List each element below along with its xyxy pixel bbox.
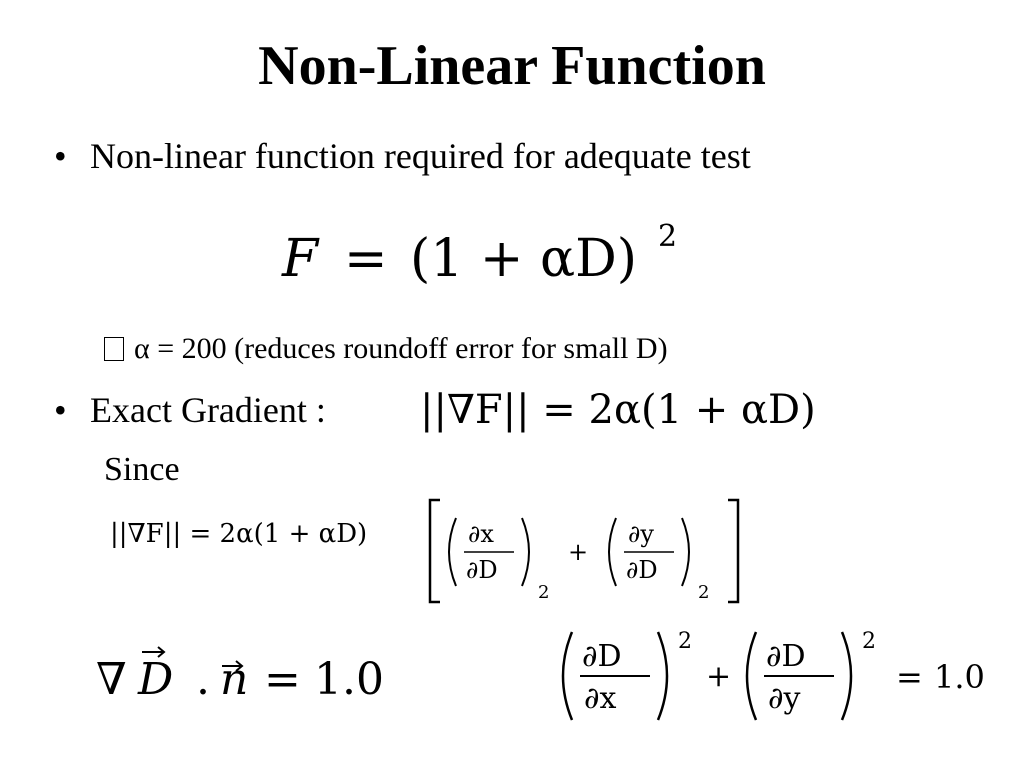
eq-f-exponent: 2 <box>658 219 678 254</box>
flipped-term2-num: ∂y <box>628 520 654 548</box>
bracket-right <box>728 500 738 602</box>
bullet-dot: • <box>54 390 67 430</box>
partial-exp1: 2 <box>678 629 692 654</box>
eq-normal-grad: ∇ <box>96 654 127 705</box>
bullet-label: Exact Gradient : <box>90 390 326 430</box>
equation-normal <box>92 636 402 716</box>
bullet-exact-gradient <box>54 388 326 432</box>
paren-2-right <box>682 518 689 586</box>
bullet-non-linear <box>54 134 751 178</box>
flipped-equation-image <box>100 494 760 610</box>
since-label: Since <box>104 451 180 488</box>
sub-bullet-text: α = 200 (reduces roundoff error for small D) <box>134 332 668 365</box>
flipped-plus: + <box>568 538 589 566</box>
paren-2-left <box>609 518 616 586</box>
equation-f <box>280 210 700 300</box>
eq-normal-d: D <box>138 654 174 705</box>
flipped-term1-num: ∂x <box>468 520 494 548</box>
flipped-exp1: 2 <box>538 582 550 603</box>
flipped-term1-den: ∂D <box>466 556 498 584</box>
paren-right <box>842 632 851 720</box>
missing-glyph-box-icon <box>104 337 124 361</box>
equation-partial <box>556 614 996 732</box>
eq-f-equals: = <box>344 229 388 289</box>
sub-bullet-alpha <box>104 330 668 368</box>
partial-value: 1.0 <box>934 658 985 696</box>
bullet-dot: • <box>54 136 67 176</box>
partial-equals: = <box>896 658 923 696</box>
eq-normal-dot: . <box>196 654 210 705</box>
paren-left <box>563 632 572 720</box>
slide-title: Non-Linear Function <box>258 35 766 97</box>
partial-exp2: 2 <box>862 629 876 654</box>
flipped-term2-den: ∂D <box>626 556 658 584</box>
eq-normal-value: 1.0 <box>314 654 384 705</box>
partial-den2: ∂y <box>768 681 801 716</box>
flipped-lhs: ||∇F|| = 2α(1 + αD) <box>110 519 368 549</box>
bracket-left <box>430 500 440 602</box>
eq-normal-n: n <box>220 654 249 705</box>
partial-den1: ∂x <box>584 681 617 716</box>
eq-f-body: (1 + αD) <box>410 229 638 289</box>
flipped-exp2: 2 <box>698 582 710 603</box>
paren-right <box>658 632 667 720</box>
bullet-text: Non-linear function required for adequate test <box>90 136 751 176</box>
paren-1-left <box>449 518 456 586</box>
partial-plus: + <box>706 659 732 694</box>
gradient-equation: ||∇F|| = 2α(1 + αD) <box>420 387 816 433</box>
partial-num1: ∂D <box>582 639 622 674</box>
eq-normal-equals: = <box>264 654 301 705</box>
partial-num2: ∂D <box>766 639 806 674</box>
paren-1-right <box>522 518 529 586</box>
eq-f-lhs: F <box>282 229 319 289</box>
paren-left <box>747 632 756 720</box>
